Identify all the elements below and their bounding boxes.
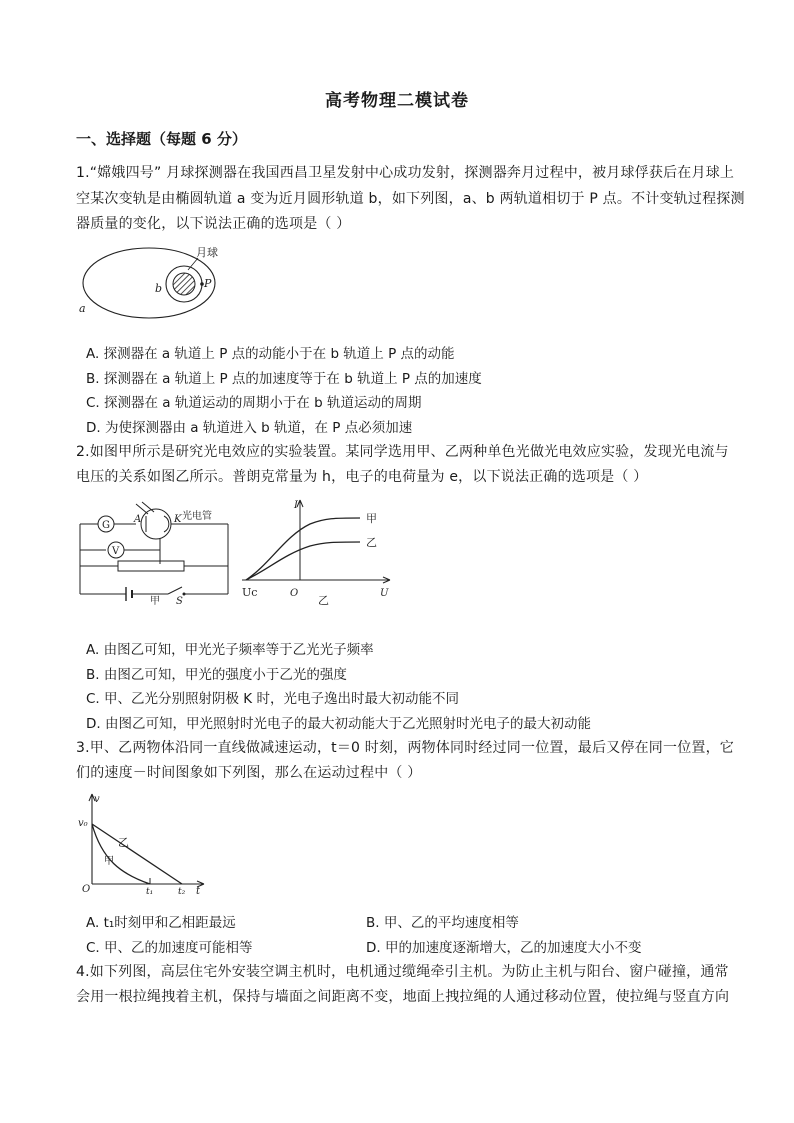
q3-option-d: D. 甲的加速度逐渐增大，乙的加速度大小不变: [366, 940, 642, 956]
orbit-a-label: a: [79, 302, 86, 315]
rheostat-icon: [118, 561, 184, 571]
curve-yi-label: 乙: [118, 836, 129, 849]
curve-jia-label: 甲: [104, 856, 114, 867]
cathode-label: K: [174, 514, 182, 525]
q2-option-b: B. 由图乙可知，甲光的强度小于乙光的强度: [86, 667, 347, 683]
voltmeter-label: V: [112, 546, 120, 557]
curve-yi: [246, 542, 360, 580]
moon-icon: [173, 273, 195, 295]
origin-label: O: [82, 884, 91, 894]
curve-yi-label: 乙: [366, 536, 377, 549]
exam-title: 高考物理二模试卷: [325, 91, 469, 111]
q3-line-2: 们的速度－时间图象如下列图，那么在运动过程中（ ）: [76, 765, 422, 781]
origin-label: O: [290, 588, 299, 599]
velocity-axis-label: v: [94, 794, 100, 805]
q3-line-1: 3.甲、乙两物体沿同一直线做减速运动，t＝0 时刻，两物体同时经过同一位置，最后又停在同一位置，它: [76, 740, 735, 756]
q1-line-3: 器质量的变化，以下说法正确的选项是（ ）: [76, 216, 351, 232]
switch-icon: [168, 587, 182, 594]
q1-option-a: A. 探测器在 a 轨道上 P 点的动能小于在 b 轨道上 P 点的动能: [86, 346, 455, 362]
q2-option-c: C. 甲、乙光分别照射阴极 K 时，光电子逸出时最大初动能不同: [86, 691, 459, 707]
q1-option-d: D. 为使探测器由 a 轨道进入 b 轨道，在 P 点必须加速: [86, 420, 413, 436]
q2-line-2: 电压的关系如图乙所示。普朗克常量为 h，电子的电荷量为 e，以下说法正确的选项是（ ）: [76, 469, 648, 485]
orbit-b-label: b: [155, 282, 163, 295]
section-heading: 一、选择题（每题 6 分）: [76, 130, 247, 148]
phototube-label: 光电管: [182, 511, 212, 522]
orbit-figure: [76, 240, 226, 320]
q3-option-c: C. 甲、乙的加速度可能相等: [86, 940, 253, 956]
time-axis-label: t: [196, 886, 201, 894]
q2-option-a: A. 由图乙可知，甲光光子频率等于乙光光子频率: [86, 642, 374, 658]
curve-jia: [92, 824, 150, 884]
voltage-axis-label: U: [380, 588, 389, 599]
q4-line-1: 4.如下列图，高层住宅外安装空调主机时，电机通过缆绳牵引主机。为防止主机与阳台、窗户碰撞，通常: [76, 964, 729, 980]
q2-line-1: 2.如图甲所示是研究光电效应的实验装置。某同学选用甲、乙两种单色光做光电效应实验，发现光电流与: [76, 444, 729, 460]
q1-line-2: 空某次变轨是由椭圆轨道 a 变为近月圆形轨道 b，如下列图，a、b 两轨道相切于 P 点。不计变轨过程探测: [76, 191, 745, 207]
t2-label: t₂: [178, 887, 186, 894]
point-p-label: P: [204, 277, 212, 290]
v0-label: v₀: [78, 818, 88, 829]
q2-option-d: D. 由图乙可知，甲光照射时光电子的最大初动能大于乙光照射时光电子的最大初动能: [86, 716, 591, 732]
galvanometer-label: G: [102, 520, 110, 531]
q3-option-b: B. 甲、乙的平均速度相等: [366, 915, 519, 931]
iu-graph-figure: [240, 494, 400, 606]
switch-label: S: [176, 596, 183, 606]
t1-label: t₁: [146, 887, 154, 894]
q1-option-b: B. 探测器在 a 轨道上 P 点的加速度等于在 b 轨道上 P 点的加速度: [86, 371, 482, 387]
vt-graph-figure: [76, 788, 210, 894]
moon-label: 月球: [196, 246, 218, 259]
current-axis-label: I: [294, 500, 298, 511]
graph-caption: 乙: [318, 594, 329, 606]
curve-jia-label: 甲: [366, 512, 377, 525]
anode-label: A: [134, 514, 142, 525]
stopping-voltage-label: Uc: [242, 586, 258, 599]
q3-option-a: A. t₁时刻甲和乙相距最远: [86, 915, 236, 931]
circuit-figure: [76, 494, 231, 606]
q1-option-c: C. 探测器在 a 轨道运动的周期小于在 b 轨道运动的周期: [86, 395, 422, 411]
circuit-caption: 甲: [150, 596, 160, 606]
q1-line-1: 1.“嫦娥四号” 月球探测器在我国西昌卫星发射中心成功发射，探测器奔月过程中，被月球俘获后在月球上: [76, 165, 735, 181]
q4-line-2: 会用一根拉绳拽着主机，保持与墙面之间距离不变，地面上拽拉绳的人通过移动位置，使拉绳与竖直方向: [76, 989, 730, 1005]
